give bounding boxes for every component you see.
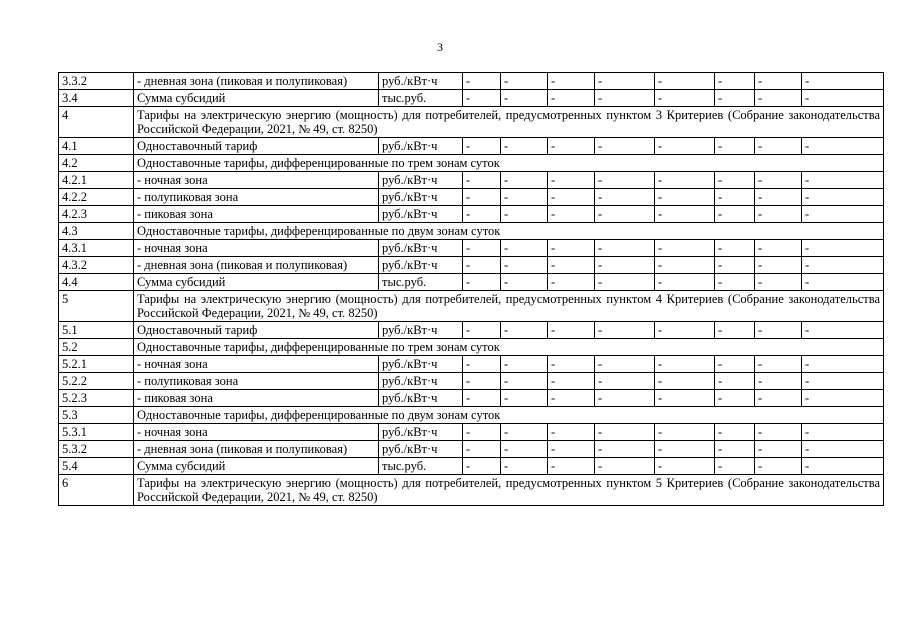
value-cell: - <box>755 189 802 206</box>
row-unit: тыс.руб. <box>379 274 463 291</box>
table-row <box>59 138 884 155</box>
value-cell: - <box>463 257 501 274</box>
value-cell: - <box>595 257 655 274</box>
row-name: Сумма субсидий <box>134 458 379 475</box>
value-cell: - <box>548 138 595 155</box>
value-cell: - <box>715 458 755 475</box>
row-number: 5 <box>59 291 134 322</box>
value-cell: - <box>655 274 715 291</box>
table-row <box>59 206 884 223</box>
value-cell: - <box>548 240 595 257</box>
value-cell: - <box>802 90 884 107</box>
value-cell: - <box>463 138 501 155</box>
row-number: 4.3 <box>59 223 134 240</box>
table-row <box>59 424 884 441</box>
value-cell: - <box>715 73 755 90</box>
value-cell: - <box>755 373 802 390</box>
row-number: 6 <box>59 475 134 506</box>
row-number: 5.2 <box>59 339 134 356</box>
table-row <box>59 172 884 189</box>
value-cell: - <box>463 172 501 189</box>
row-name: - пиковая зона <box>134 206 379 223</box>
value-cell: - <box>715 322 755 339</box>
value-cell: - <box>501 458 548 475</box>
row-name: - полупиковая зона <box>134 189 379 206</box>
table-row <box>59 458 884 475</box>
value-cell: - <box>548 172 595 189</box>
value-cell: - <box>755 458 802 475</box>
value-cell: - <box>655 138 715 155</box>
table-body <box>59 73 884 506</box>
tariff-table <box>58 72 884 506</box>
group-title: Одноставочные тарифы, дифференцированные по трем зонам суток <box>134 155 884 172</box>
value-cell: - <box>501 390 548 407</box>
value-cell: - <box>715 172 755 189</box>
row-number: 4.2.3 <box>59 206 134 223</box>
row-unit: руб./кВт·ч <box>379 73 463 90</box>
row-name: - ночная зона <box>134 172 379 189</box>
value-cell: - <box>802 458 884 475</box>
row-number: 4.1 <box>59 138 134 155</box>
value-cell: - <box>715 441 755 458</box>
value-cell: - <box>655 390 715 407</box>
row-unit: руб./кВт·ч <box>379 138 463 155</box>
value-cell: - <box>548 322 595 339</box>
value-cell: - <box>802 424 884 441</box>
value-cell: - <box>655 424 715 441</box>
row-name: Одноставочный тариф <box>134 138 379 155</box>
value-cell: - <box>655 356 715 373</box>
row-number: 5.3.2 <box>59 441 134 458</box>
value-cell: - <box>655 373 715 390</box>
row-unit: руб./кВт·ч <box>379 189 463 206</box>
row-name: - ночная зона <box>134 240 379 257</box>
value-cell: - <box>595 206 655 223</box>
value-cell: - <box>595 441 655 458</box>
value-cell: - <box>595 73 655 90</box>
row-name: Одноставочный тариф <box>134 322 379 339</box>
value-cell: - <box>655 240 715 257</box>
value-cell: - <box>548 390 595 407</box>
value-cell: - <box>802 373 884 390</box>
row-unit: руб./кВт·ч <box>379 257 463 274</box>
value-cell: - <box>548 90 595 107</box>
table-row <box>59 274 884 291</box>
row-unit: руб./кВт·ч <box>379 356 463 373</box>
row-number: 4.3.2 <box>59 257 134 274</box>
value-cell: - <box>802 240 884 257</box>
row-unit: руб./кВт·ч <box>379 441 463 458</box>
value-cell: - <box>655 441 715 458</box>
value-cell: - <box>802 172 884 189</box>
row-unit: руб./кВт·ч <box>379 373 463 390</box>
value-cell: - <box>501 189 548 206</box>
row-name: - ночная зона <box>134 424 379 441</box>
row-number: 5.3 <box>59 407 134 424</box>
row-name: - дневная зона (пиковая и полупиковая) <box>134 257 379 274</box>
value-cell: - <box>501 322 548 339</box>
value-cell: - <box>501 424 548 441</box>
row-unit: руб./кВт·ч <box>379 424 463 441</box>
row-number: 5.2.3 <box>59 390 134 407</box>
value-cell: - <box>548 356 595 373</box>
row-number: 3.3.2 <box>59 73 134 90</box>
table-row <box>59 441 884 458</box>
value-cell: - <box>595 373 655 390</box>
value-cell: - <box>548 441 595 458</box>
table-row <box>59 339 884 356</box>
value-cell: - <box>501 373 548 390</box>
value-cell: - <box>548 424 595 441</box>
value-cell: - <box>595 322 655 339</box>
value-cell: - <box>463 274 501 291</box>
value-cell: - <box>501 73 548 90</box>
value-cell: - <box>463 424 501 441</box>
section-title: Тарифы на электрическую энергию (мощность) для потребителей, предусмотренных пунктом 4 Критериев (Собрание законодательства Российской Федерации, 2021, № 49, ст. 8250) <box>134 291 884 322</box>
value-cell: - <box>463 356 501 373</box>
table-row <box>59 356 884 373</box>
row-unit: руб./кВт·ч <box>379 172 463 189</box>
value-cell: - <box>755 90 802 107</box>
value-cell: - <box>715 424 755 441</box>
group-title: Одноставочные тарифы, дифференцированные по двум зонам суток <box>134 407 884 424</box>
value-cell: - <box>755 441 802 458</box>
row-name: Сумма субсидий <box>134 90 379 107</box>
value-cell: - <box>548 206 595 223</box>
value-cell: - <box>755 73 802 90</box>
value-cell: - <box>655 458 715 475</box>
value-cell: - <box>802 189 884 206</box>
value-cell: - <box>655 172 715 189</box>
table-row <box>59 373 884 390</box>
row-name: - пиковая зона <box>134 390 379 407</box>
section-title: Тарифы на электрическую энергию (мощность) для потребителей, предусмотренных пунктом 3 Критериев (Собрание законодательства Российской Федерации, 2021, № 49, ст. 8250) <box>134 107 884 138</box>
table-row <box>59 475 884 506</box>
row-name: - ночная зона <box>134 356 379 373</box>
value-cell: - <box>802 356 884 373</box>
value-cell: - <box>715 274 755 291</box>
value-cell: - <box>755 257 802 274</box>
value-cell: - <box>655 257 715 274</box>
value-cell: - <box>501 206 548 223</box>
row-number: 3.4 <box>59 90 134 107</box>
value-cell: - <box>501 274 548 291</box>
table-row <box>59 223 884 240</box>
table-row <box>59 257 884 274</box>
value-cell: - <box>595 390 655 407</box>
value-cell: - <box>595 356 655 373</box>
row-name: Сумма субсидий <box>134 274 379 291</box>
value-cell: - <box>463 240 501 257</box>
table-row <box>59 107 884 138</box>
table-row <box>59 240 884 257</box>
value-cell: - <box>501 172 548 189</box>
value-cell: - <box>802 206 884 223</box>
value-cell: - <box>501 90 548 107</box>
table-row <box>59 291 884 322</box>
row-name: - дневная зона (пиковая и полупиковая) <box>134 73 379 90</box>
value-cell: - <box>802 138 884 155</box>
value-cell: - <box>715 240 755 257</box>
value-cell: - <box>655 322 715 339</box>
value-cell: - <box>548 373 595 390</box>
value-cell: - <box>463 73 501 90</box>
value-cell: - <box>715 206 755 223</box>
value-cell: - <box>715 90 755 107</box>
value-cell: - <box>463 206 501 223</box>
value-cell: - <box>715 138 755 155</box>
row-number: 4 <box>59 107 134 138</box>
value-cell: - <box>655 206 715 223</box>
row-number: 5.1 <box>59 322 134 339</box>
value-cell: - <box>802 322 884 339</box>
value-cell: - <box>548 257 595 274</box>
value-cell: - <box>463 189 501 206</box>
value-cell: - <box>463 373 501 390</box>
value-cell: - <box>595 172 655 189</box>
value-cell: - <box>595 189 655 206</box>
value-cell: - <box>463 441 501 458</box>
table-row <box>59 390 884 407</box>
row-unit: руб./кВт·ч <box>379 322 463 339</box>
value-cell: - <box>501 356 548 373</box>
value-cell: - <box>463 458 501 475</box>
value-cell: - <box>501 257 548 274</box>
row-number: 4.2 <box>59 155 134 172</box>
row-number: 4.2.1 <box>59 172 134 189</box>
value-cell: - <box>655 90 715 107</box>
value-cell: - <box>501 441 548 458</box>
table-row <box>59 189 884 206</box>
page-number: 3 <box>437 40 443 54</box>
row-unit: руб./кВт·ч <box>379 390 463 407</box>
value-cell: - <box>802 274 884 291</box>
row-number: 5.4 <box>59 458 134 475</box>
row-unit: тыс.руб. <box>379 458 463 475</box>
value-cell: - <box>802 73 884 90</box>
row-number: 5.3.1 <box>59 424 134 441</box>
value-cell: - <box>463 322 501 339</box>
value-cell: - <box>715 390 755 407</box>
value-cell: - <box>802 390 884 407</box>
value-cell: - <box>595 90 655 107</box>
value-cell: - <box>715 373 755 390</box>
group-title: Одноставочные тарифы, дифференцированные по двум зонам суток <box>134 223 884 240</box>
value-cell: - <box>548 274 595 291</box>
group-title: Одноставочные тарифы, дифференцированные по трем зонам суток <box>134 339 884 356</box>
value-cell: - <box>463 90 501 107</box>
row-name: - полупиковая зона <box>134 373 379 390</box>
value-cell: - <box>755 172 802 189</box>
section-title: Тарифы на электрическую энергию (мощность) для потребителей, предусмотренных пунктом 5 Критериев (Собрание законодательства Российской Федерации, 2021, № 49, ст. 8250) <box>134 475 884 506</box>
value-cell: - <box>548 458 595 475</box>
row-number: 5.2.1 <box>59 356 134 373</box>
value-cell: - <box>755 274 802 291</box>
value-cell: - <box>755 138 802 155</box>
value-cell: - <box>548 73 595 90</box>
value-cell: - <box>655 73 715 90</box>
row-unit: руб./кВт·ч <box>379 206 463 223</box>
value-cell: - <box>595 240 655 257</box>
table-row <box>59 73 884 90</box>
row-number: 4.4 <box>59 274 134 291</box>
value-cell: - <box>501 240 548 257</box>
value-cell: - <box>715 257 755 274</box>
value-cell: - <box>715 189 755 206</box>
value-cell: - <box>501 138 548 155</box>
value-cell: - <box>595 424 655 441</box>
table-row <box>59 90 884 107</box>
value-cell: - <box>755 206 802 223</box>
value-cell: - <box>755 322 802 339</box>
value-cell: - <box>755 424 802 441</box>
table-row <box>59 155 884 172</box>
value-cell: - <box>802 441 884 458</box>
value-cell: - <box>595 274 655 291</box>
row-number: 4.3.1 <box>59 240 134 257</box>
row-number: 5.2.2 <box>59 373 134 390</box>
row-unit: руб./кВт·ч <box>379 240 463 257</box>
table-row <box>59 322 884 339</box>
row-unit: тыс.руб. <box>379 90 463 107</box>
value-cell: - <box>755 240 802 257</box>
value-cell: - <box>655 189 715 206</box>
value-cell: - <box>755 356 802 373</box>
row-number: 4.2.2 <box>59 189 134 206</box>
value-cell: - <box>463 390 501 407</box>
value-cell: - <box>595 138 655 155</box>
value-cell: - <box>802 257 884 274</box>
value-cell: - <box>715 356 755 373</box>
table-row <box>59 407 884 424</box>
value-cell: - <box>548 189 595 206</box>
value-cell: - <box>595 458 655 475</box>
value-cell: - <box>755 390 802 407</box>
row-name: - дневная зона (пиковая и полупиковая) <box>134 441 379 458</box>
